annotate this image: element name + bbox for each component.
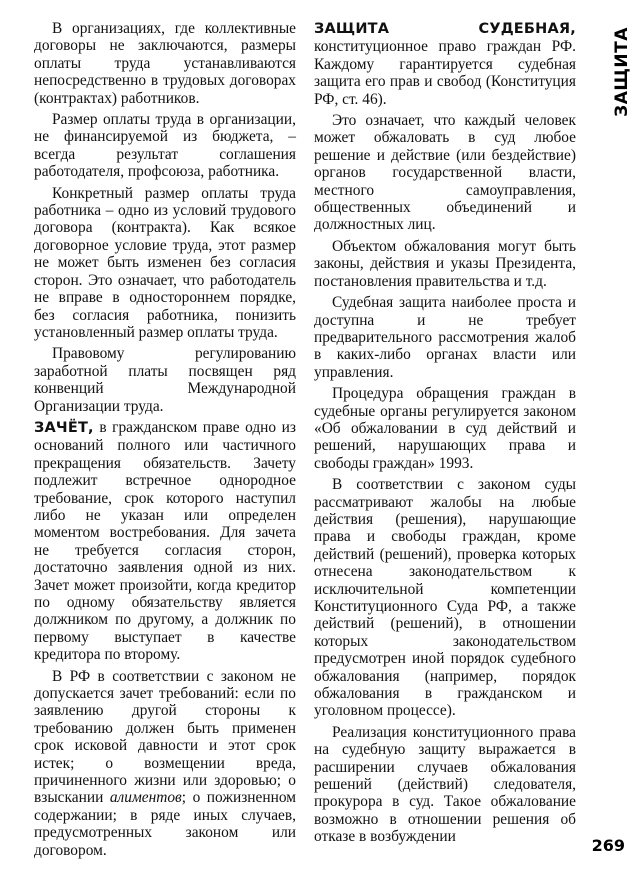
entry-zachet bbox=[34, 419, 296, 664]
entry-definition: в гражданском праве одно из оснований полного или частичного прекращения обязательств. Зачету подлежит встречное однородное требование, срок которого наступил либо не указан или определен моментом востребования. Для зачета не требуется согласия сторон, достаточно заявления одной из них. Зачет может произойти, когда кредитор по одному обязательству является должником по другому, а должник по первому выступает в качестве кредитора по второму. bbox=[34, 418, 296, 664]
paragraph-text: ; о пожизненном содержании; в ряде иных случаев, предусмотренных законом или договором. bbox=[34, 789, 296, 859]
entry-definition: конституционное право граждан РФ. Каждому гарантируется судебная защита его прав и свобод (Конституция РФ, ст. 46). bbox=[314, 38, 576, 108]
paragraph: Конкретный размер оплаты труда работника – одно из условий трудового договора (контракта). Как всякое договорное условие труда, этот размер не может быть изменен без согласия сторон. Это означает, что работодатель не вправе в одностороннем порядке, без согласия работника, понизить установленный размер оплаты труда. bbox=[34, 184, 296, 341]
entry-headword: ЗАЧЁТ, bbox=[34, 419, 94, 436]
paragraph: Размер оплаты труда в организации, не финансируемой из бюджета, – всегда результат соглашения работодателя, профсоюза, работника. bbox=[34, 111, 296, 181]
section-tab bbox=[609, 24, 635, 120]
paragraph: Реализация конституционного права на судебную защиту выражается в расширении случаев обжалования решений (действий) следователя, прокурора в суд. Такое обжалование возможно в отношении решения об отказе в возбуждении bbox=[314, 723, 576, 846]
paragraph: В соответствии с законом суды рассматривают жалобы на любые действия (решения), нарушающие права и свободы граждан, кроме действий (решений), проверка которых отнесена законодательством к исключительной компетенции Конституционного Суда РФ, а также действий (решений), в отношении которых законодательством предусмотрен иной порядок судебного обжалования (например, порядок обжалования в гражданском и уголовном процессе). bbox=[314, 476, 576, 720]
paragraph: Судебная защита наиболее проста и доступна и не требует предварительного рассмотрения жалоб в каких-либо органах власти или управления. bbox=[314, 294, 576, 381]
page-number: 269 bbox=[591, 836, 625, 855]
entry-zashchita-sudebnaya bbox=[314, 20, 576, 108]
paragraph: В организациях, где коллективные договоры не заключаются, размеры оплаты труда устанавливаются непосредственно в трудовых договорах (контрактах) работников. bbox=[34, 20, 296, 107]
right-column bbox=[314, 20, 576, 850]
paragraph: Правовому регулированию заработной платы посвящен ряд конвенций Международной Организации труда. bbox=[34, 345, 296, 415]
paragraph-text: В РФ в соответствии с законом не допускается зачет требований: если по заявлению другой стороны к требованию должен быть применен срок исковой давности и этот срок истек; о возмещении вреда, причиненного жизни или здоровью; о взыскании bbox=[34, 667, 296, 807]
paragraph bbox=[34, 668, 296, 859]
entry-headword: ЗАЩИТА СУДЕБНАЯ, bbox=[314, 21, 576, 37]
paragraph: Это означает, что каждый человек может обжаловать в суд любое решение и действие (или бездействие) органов государственной власти, местного самоуправления, общественных объединений и должностных лиц. bbox=[314, 112, 576, 234]
section-label: ЗАЩИТА bbox=[612, 27, 633, 117]
paragraph: Процедура обращения граждан в судебные органы регулируется законом «Об обжаловании в суд действий и решений, нарушающих права и свободы граждан» 1993. bbox=[314, 385, 576, 472]
left-column bbox=[34, 20, 296, 863]
cross-reference: алиментов bbox=[109, 789, 182, 807]
paragraph: Объектом обжалования могут быть законы, действия и указы Президента, постановления правительства и т.д. bbox=[314, 237, 576, 290]
